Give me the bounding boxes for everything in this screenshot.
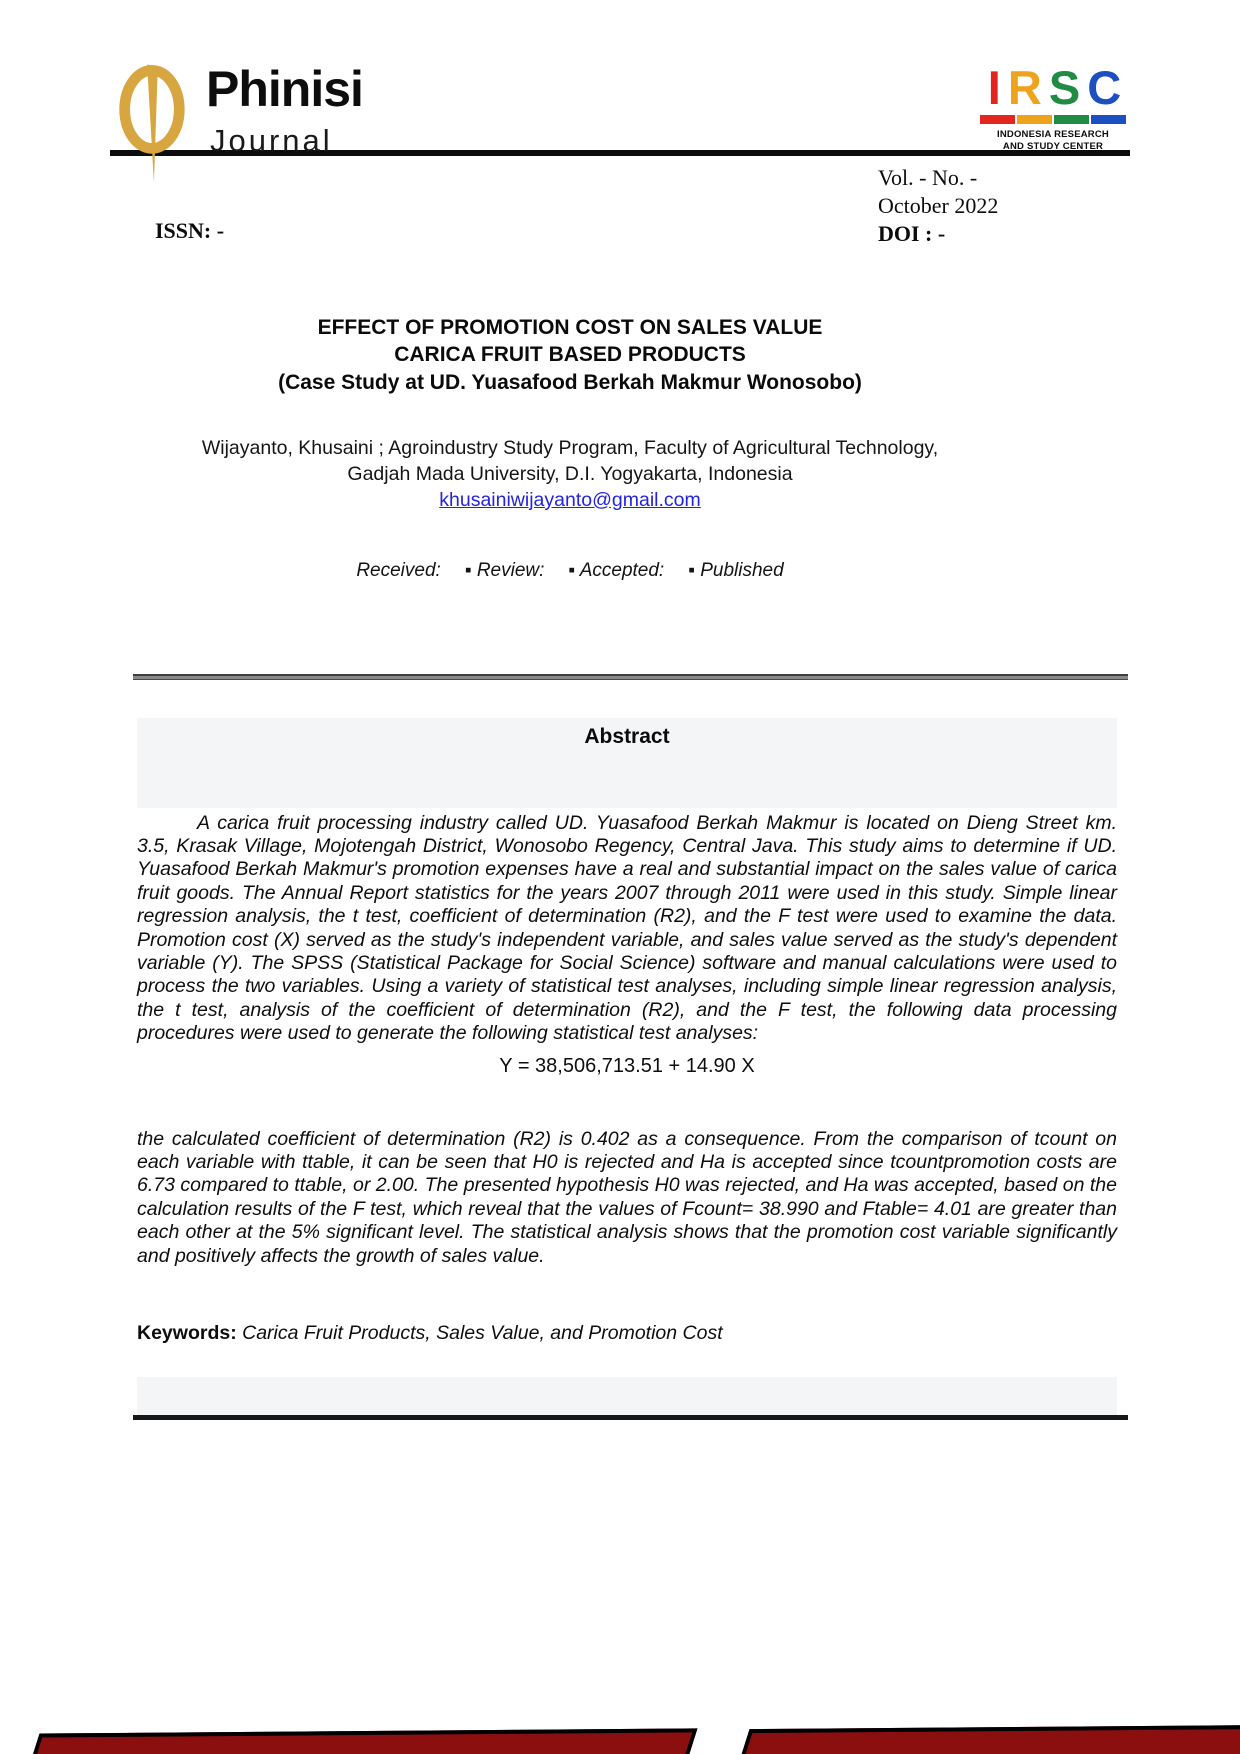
- keywords-value: Carica Fruit Products, Sales Value, and Promotion Cost: [236, 1321, 723, 1344]
- phinisi-logo-text: [206, 61, 363, 159]
- irsc-bar-green: [1054, 115, 1089, 124]
- review-label: ▪ Review:: [464, 559, 545, 581]
- title-line-1: EFFECT OF PROMOTION COST ON SALES VALUE: [317, 316, 823, 339]
- footer-bar-left: [20, 1728, 697, 1754]
- irsc-color-bar: [980, 115, 1126, 124]
- authors-line-1: Wijayanto, Khusaini ; Agroindustry Study Program, Faculty of Agricultural Technology,: [201, 436, 939, 459]
- review-dates-line: [110, 560, 1030, 582]
- abstract-top-rule: [133, 674, 1128, 680]
- volume-number: Vol. - No. -: [878, 165, 978, 190]
- irsc-letter-i: I: [987, 61, 998, 114]
- irsc-tagline-line2: AND STUDY CENTER: [1002, 140, 1104, 152]
- footer-bar-right: [730, 1725, 1240, 1754]
- issue-meta-right: [878, 164, 998, 248]
- regression-equation: Y = 38,506,713.51 + 14.90 X: [499, 1054, 755, 1077]
- received-label: Received:: [356, 559, 441, 581]
- issue-date: October 2022: [878, 193, 999, 219]
- journal-subtitle: Journal: [210, 123, 333, 158]
- irsc-letter-r: R: [1007, 61, 1039, 114]
- irsc-tagline: [978, 129, 1128, 153]
- authors-line-2: Gadjah Mada University, D.I. Yogyakarta, Indonesia: [347, 462, 793, 485]
- abstract-bottom-band: [137, 1377, 1117, 1415]
- author-email-link[interactable]: khusainiwijayanto@gmail.com: [439, 488, 701, 511]
- abstract-heading-band: [137, 718, 1117, 808]
- irsc-bar-red: [980, 115, 1015, 124]
- abstract-heading: Abstract: [584, 724, 670, 748]
- accepted-label: ▪ Accepted:: [568, 559, 665, 581]
- published-label: ▪ Published: [688, 559, 784, 581]
- front-matter: [110, 314, 1030, 582]
- irsc-tagline-line1: INDONESIA RESEARCH: [997, 128, 1109, 140]
- keywords-label: Keywords:: [137, 1321, 237, 1344]
- title-line-3: (Case Study at UD. Yuasafood Berkah Makmur Wonosobo): [278, 370, 862, 394]
- authors-affiliation: [110, 436, 1030, 514]
- irsc-letter-s: S: [1048, 61, 1078, 114]
- irsc-letters: [978, 61, 1128, 114]
- article-title: [110, 314, 1030, 396]
- irsc-logo: [978, 61, 1128, 152]
- abstract-bottom-rule: [133, 1415, 1128, 1420]
- abstract-paragraph-2: the calculated coefficient of determination (R2) is 0.402 as a consequence. From the comparison of tcount on each variable with ttable, it can be seen that H0 is rejected and Ha is accepted since tcountpromotion costs are 6.73 compared to ttable, or 2.00. The presented hypothesis H0 was rejected, and Ha was accepted, based on the calculation results of the F test, which reveal that the values of Fcount= 38.990 and Ftable= 4.01 are greater than each other at the 5% significant level. The statistical analysis shows that the promotion cost variable significantly and positively affects the growth of sales value.: [137, 1127, 1117, 1267]
- issn: ISSN: -: [155, 218, 225, 243]
- irsc-letter-c: C: [1087, 61, 1119, 114]
- title-line-2: CARICA FRUIT BASED PRODUCTS: [394, 343, 746, 367]
- keywords-line: [137, 1322, 1117, 1345]
- abstract-paragraph-1: A carica fruit processing industry called UD. Yuasafood Berkah Makmur is located on Dieng Street km. 3.5, Krasak Village, Mojotengah District, Wonosobo Regency, Central Java. This study aims to determine if UD. Yuasafood Berkah Makmur's promotion expenses have a real and substantial impact on the sales value of carica fruit goods. The Annual Report statistics for the years 2007 through 2011 were used in this study. Simple linear regression analysis, the t test, coefficient of determination (R2), and the F test were used to examine the data. Promotion cost (X) served as the study's independent variable, and sales value served as the study's dependent variable (Y). The SPSS (Statistical Package for Social Science) software and manual calculations were used to process the two variables. Using a variety of statistical test analyses, including simple linear regression analysis, the t test, analysis of the coefficient of determination (R2), and the F test, the following data processing procedures were used to generate the following statistical test analyses:: [137, 811, 1117, 1045]
- irsc-bar-yellow: [1017, 115, 1052, 124]
- irsc-bar-blue: [1091, 115, 1126, 124]
- page-header: [0, 0, 1240, 158]
- abstract-section: [137, 718, 1117, 1415]
- issue-meta: [0, 156, 1240, 266]
- doi: DOI : -: [878, 221, 946, 247]
- journal-name: Phinisi: [206, 61, 363, 117]
